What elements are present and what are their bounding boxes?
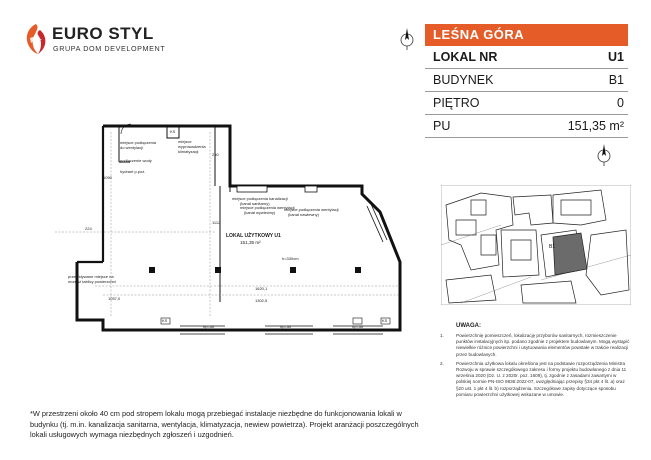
plan-label-aircon: miejsce wyprowadzenia klimatyzacji: [178, 139, 206, 154]
room-area: 151,35 m²: [240, 240, 261, 245]
apartment-info-panel: [425, 24, 628, 138]
plan-label-vent-left: miejsce podłączenia do wentylacji: [120, 140, 157, 150]
euro-styl-logo-icon: [22, 22, 50, 56]
info-value: B1: [608, 73, 624, 87]
dim-label: 1620,1: [255, 286, 268, 291]
notes-list: [440, 333, 630, 401]
company-logo: [22, 22, 172, 58]
dim-label: 1090: [103, 175, 112, 180]
dim-label: 224: [85, 226, 92, 231]
info-value: 151,35 m²: [567, 119, 624, 133]
svg-text:B1: B1: [549, 244, 556, 250]
note-text: Powierzchnię pomieszczeń, lokalizację przyborów sanitarnych, rozmieszczenie punktów instalacyjnych itp. podano zgodnie z projektem budowlanym. Mogą wystąpić niewielkie różnice powierzchni i usytuowania elementów powstałe w trakcie realizacji przez budowlanych.: [456, 333, 630, 357]
plan-label-vent-right: miejsce podłączenia wentylacji: [284, 207, 339, 212]
plan-label-vent-mid-sub: (kanał wywiewny): [244, 210, 276, 215]
window-label: hp=50: [203, 324, 215, 329]
room-height: h=330cm: [282, 256, 299, 261]
note-text: Powierzchnia użytkowa lokalu określona jest na podstawie rozporządzenia Ministra Rozwoju w sprawie szczegółowego zakresu i formy projektu budowlanego z dnia 11 września 2020 (Dz. U. z 2020r. poz. 1609), tj. zgodnie z zasadami zawartymi w polskiej normie PN-ISO 9836:2022-07, uwzględniając przepisy §34 pkt 4 lit. a) oraz §20 ust. 1 pkt 4 lit. b) rozporządzenia. Szczegółowe zapisy dotyczące sposobu pomiaru powierzchni użytkowej wskazane w umowie.: [456, 360, 627, 397]
info-value: U1: [608, 50, 624, 64]
plan-ks-label: KS: [382, 318, 388, 323]
north-arrow-icon: [396, 26, 418, 52]
plan-label-vent-mid: miejsce podłączenia wentylacji: [240, 205, 295, 210]
info-label: PU: [433, 119, 451, 133]
plan-label-sanitary-sub: (kanał sanitarny): [240, 201, 270, 206]
highlighted-unit: [553, 233, 587, 275]
dim-label: 1302,5: [255, 298, 268, 303]
room-name: LOKAL UŻYTKOWY U1: [226, 233, 281, 239]
plan-label-sanitary: miejsce podłączenia kanalizacji: [232, 196, 288, 201]
brand-name: EURO STYL: [52, 24, 154, 43]
plan-label-ad: przewidywane miejsce na montaż tablicy powierzchni: [68, 274, 116, 284]
info-row-pietro: [425, 92, 628, 115]
window-label: hp=50: [352, 324, 364, 329]
brand-tagline: GRUPA DOM DEVELOPMENT: [53, 44, 166, 53]
note-number: 1.: [440, 333, 444, 338]
notes-title: UWAGA:: [456, 323, 481, 329]
plan-label-water: podłączenie wody: [120, 158, 152, 163]
note-item: [440, 333, 630, 358]
dim-label: 1057,0: [108, 296, 121, 301]
window-label: hp=50: [280, 324, 292, 329]
plan-label-vent-right-sub: (kanał nawiewny): [288, 212, 319, 217]
note-number: 2.: [440, 360, 444, 366]
dim-label: 1112: [212, 220, 221, 225]
site-key-plan: [441, 185, 631, 305]
plan-label-hydrant: hydrant p.poż.: [120, 169, 146, 174]
info-row-budynek: [425, 69, 628, 92]
info-label: LOKAL NR: [433, 50, 498, 64]
info-row-lokal: [425, 46, 628, 69]
info-label: BUDYNEK: [433, 73, 494, 87]
plan-ks-label: KS: [162, 318, 168, 323]
info-row-pu: [425, 115, 628, 138]
footnote: *W przestrzeni około 40 cm pod stropem lokalu mogą przebiegać instalacje niezbędne do funkcjonowania lokali w budynku (tj. m.in. kanalizacja sanitarna, wentylacja, klimatyzacja, newiew powietrza). Projekt aranżacji poszczególnych lokali usługowych wymaga niezbędnych zgłoszeń i uzgodnień.: [30, 409, 419, 439]
note-item: [440, 361, 630, 398]
floor-plan: [55, 112, 415, 342]
plan-ks-label: KS: [170, 129, 176, 134]
info-label: PIĘTRO: [433, 96, 480, 110]
dim-label: 250: [212, 152, 219, 157]
investment-name: LEŚNA GÓRA: [425, 24, 628, 46]
north-arrow-icon: [593, 142, 615, 168]
info-value: 0: [617, 96, 624, 110]
